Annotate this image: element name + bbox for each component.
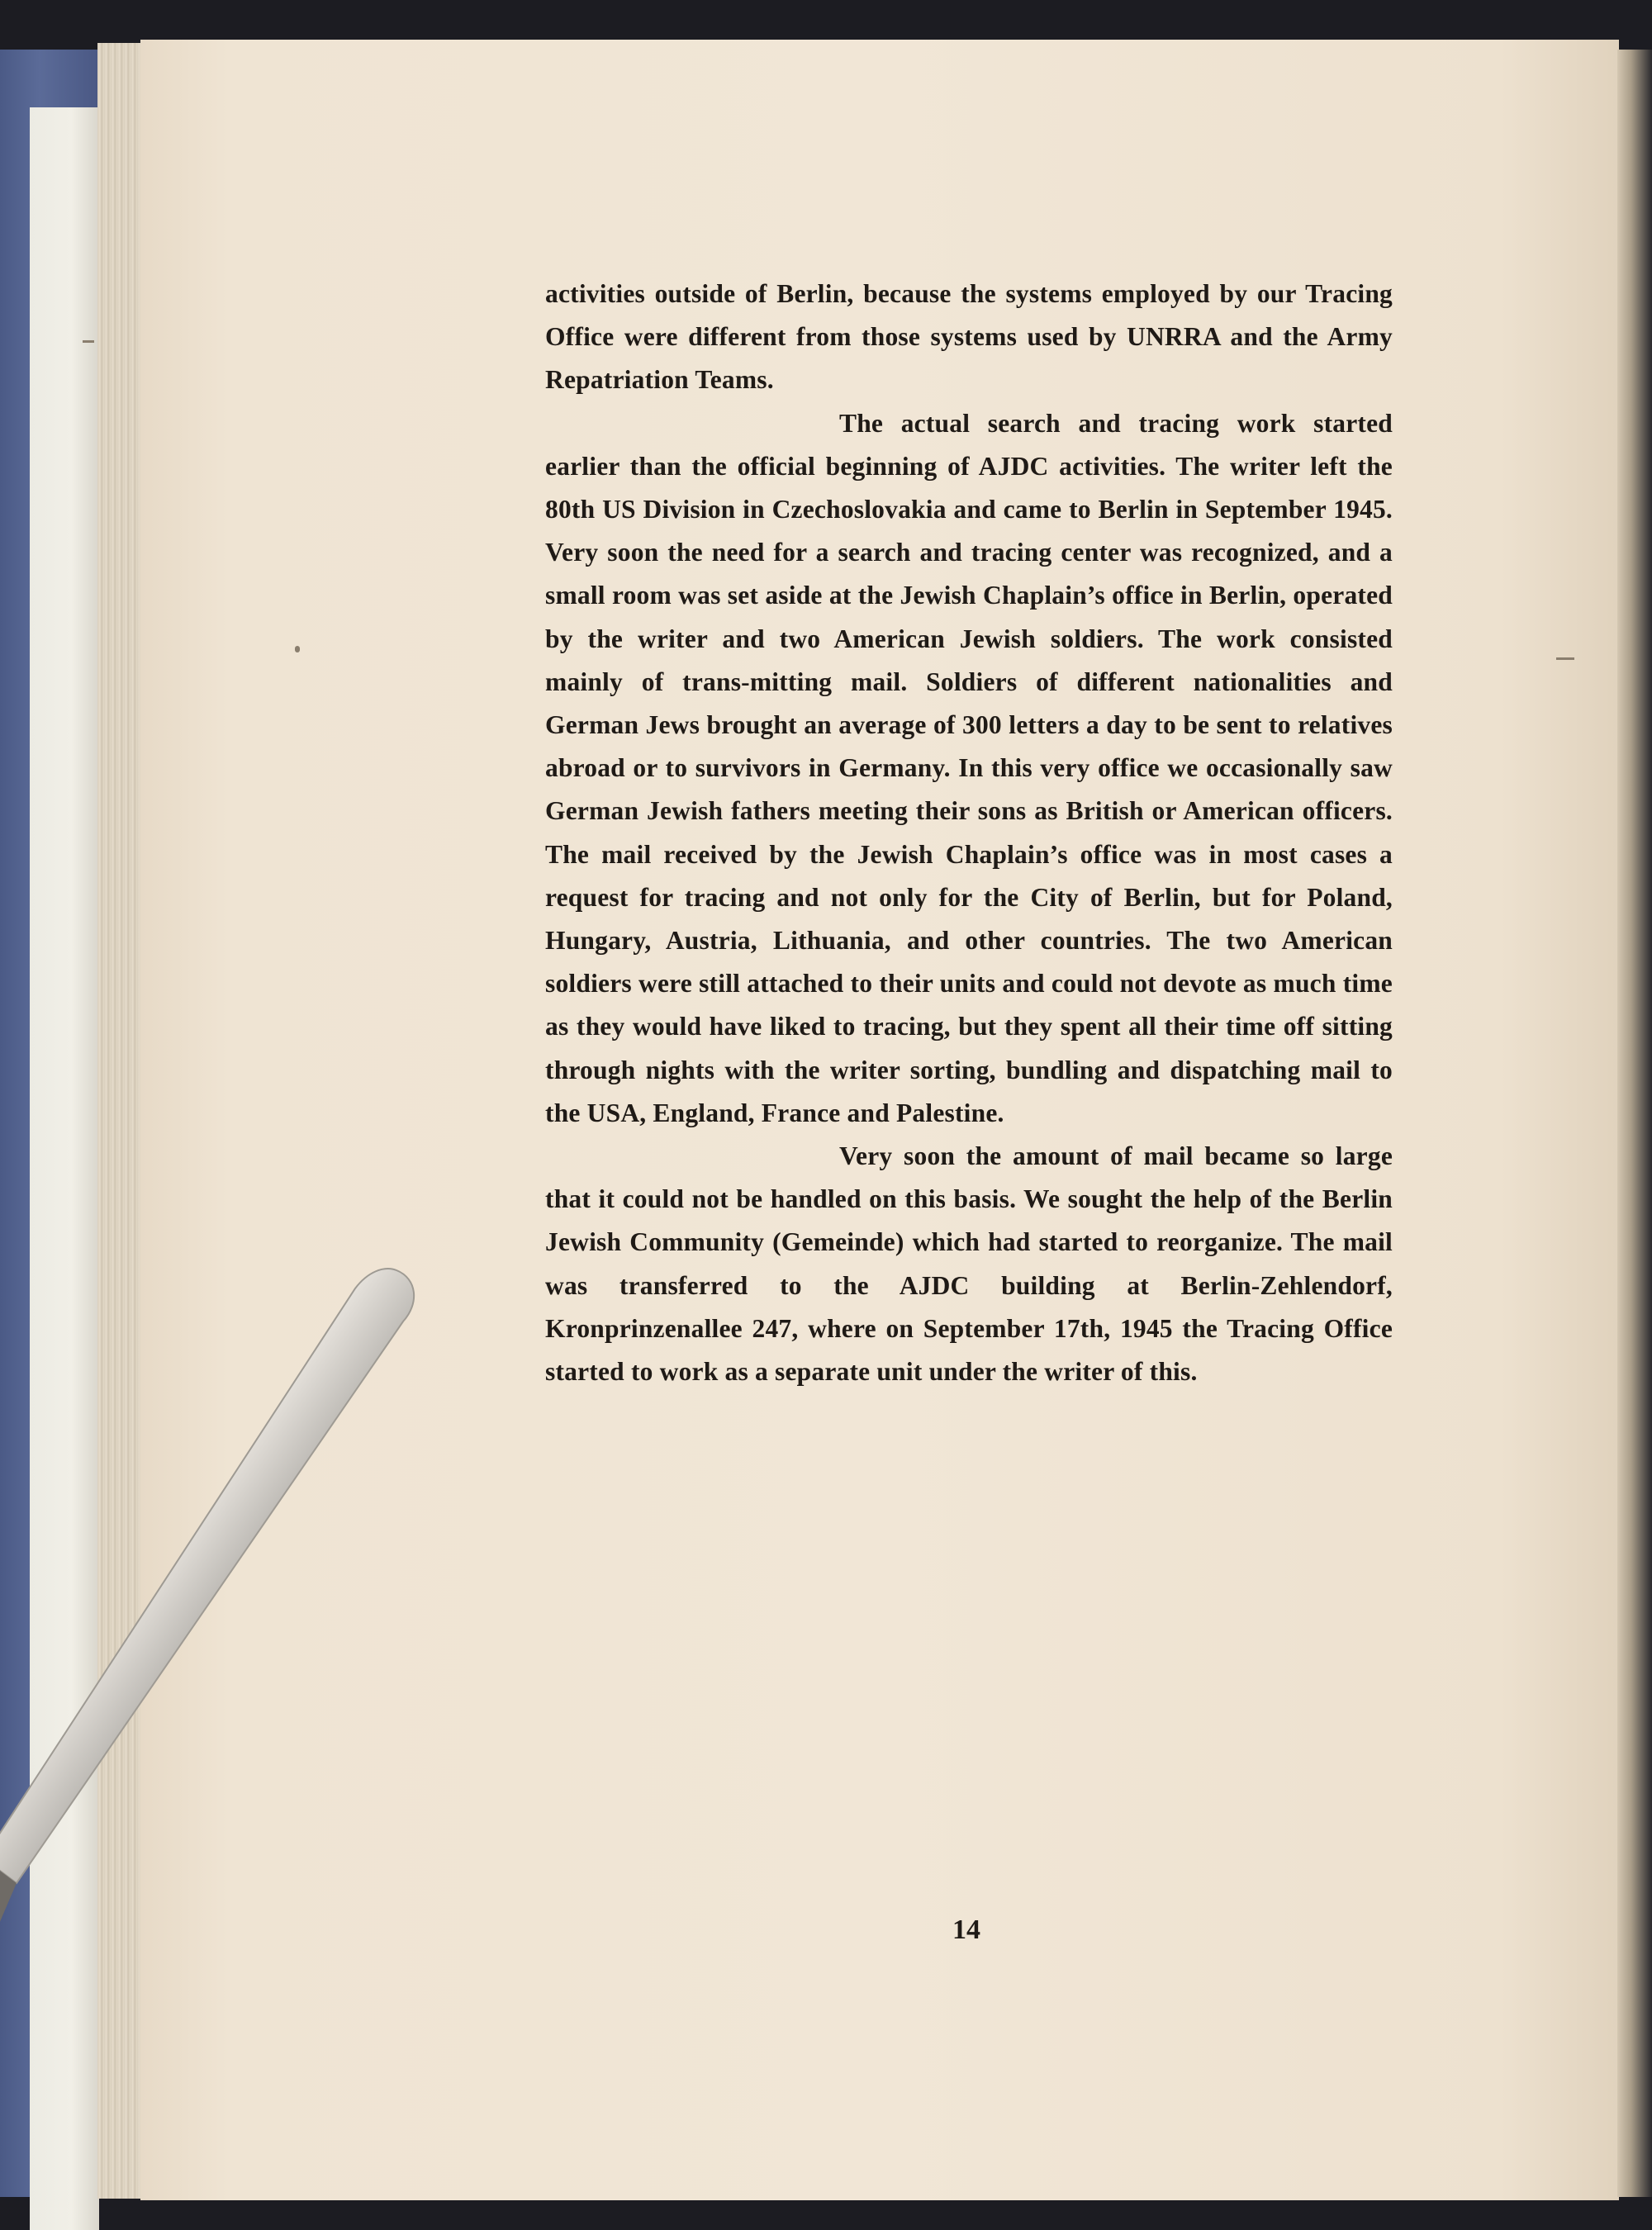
- margin-mark: [83, 340, 94, 343]
- page-number: 14: [952, 1914, 980, 1945]
- paragraph-1: activities outside of Berlin, because the systems employed by our Tracing Office were different from those systems used by UNRRA and the Army Repatriation Teams.: [545, 279, 1393, 395]
- right-page-edge: [1617, 50, 1652, 2197]
- paragraph-3: Very soon the amount of mail became so large that it could not be handled on this basis. We sought the help of the Berlin Jewish Community (Gemeinde) which had started to reorganize. The mail was transferred to the AJDC building at Berlin-Zehlendorf, Kronprinzenallee 247, where on September 17th, 1945 the Tracing Office started to work as a separate unit under the writer of this.: [545, 1141, 1393, 1387]
- body-text: [545, 273, 1393, 1393]
- page-block-edges: [97, 43, 147, 2199]
- paragraph-2: The actual search and tracing work started earlier than the official beginning of AJDC activities. The writer left the 80th US Division in Czechoslovakia and came to Berlin in September 1945. Very soon the need for a search and tracing center was recognized, and a small room was set aside at the Jewish Chaplain’s office in Berlin, operated by the writer and two American Jewish soldiers. The work consisted mainly of trans-mitting mail. Soldiers of different nationalities and German Jews brought an average of 300 letters a day to be sent to relatives abroad or to survivors in Germany. In this very office we occasionally saw German Jewish fathers meeting their sons as British or American officers. The mail received by the Jewish Chaplain’s office was in most cases a request for tracing and not only for the City of Berlin, but for Poland, Hungary, Austria, Lithuania, and other countries. The two American soldiers were still attached to their units and could not devote as much time as they would have liked to tracing, but they spent all their time off sitting through nights with the writer sorting, bundling and dispatching mail to the USA, England, France and Palestine.: [545, 408, 1393, 1127]
- endpaper: [30, 107, 99, 2230]
- margin-mark: [295, 646, 300, 652]
- book-cover-edge: [0, 50, 99, 2197]
- margin-mark: [1556, 657, 1574, 660]
